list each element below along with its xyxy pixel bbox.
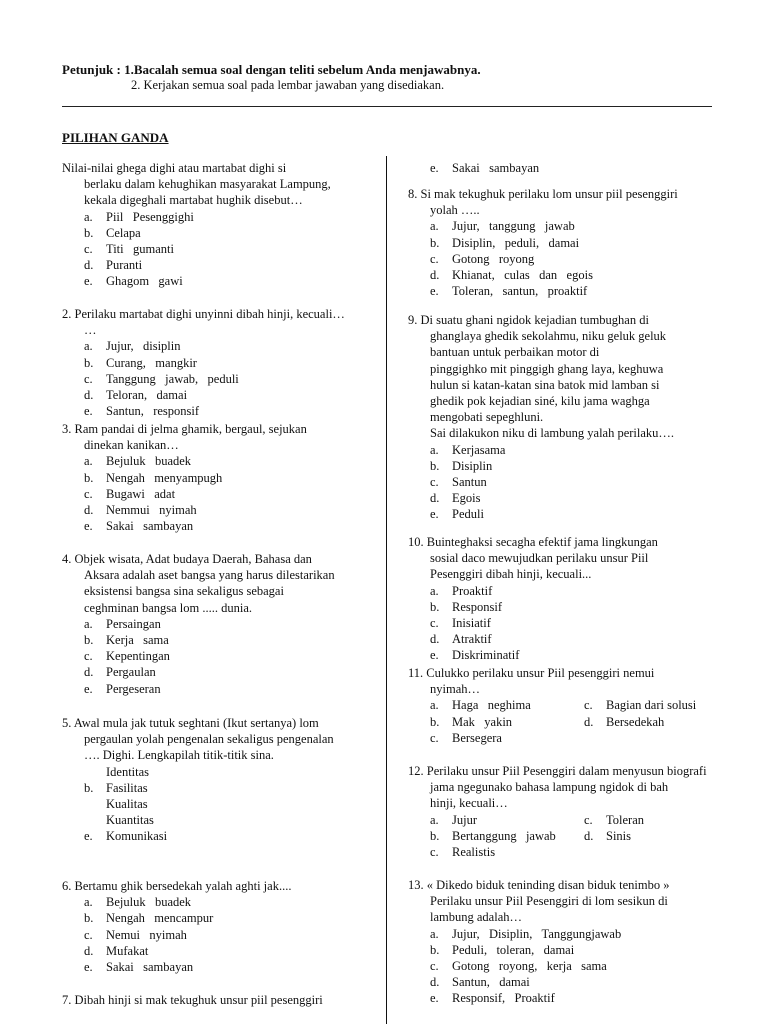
option-text: Fasilitas bbox=[106, 780, 148, 795]
question-block bbox=[62, 421, 392, 534]
answer-option bbox=[62, 257, 392, 273]
option-letter: c. bbox=[84, 486, 93, 501]
option-text: Piil Pesenggighi bbox=[106, 209, 194, 224]
option-text: Titi gumanti bbox=[106, 242, 174, 257]
option-letter: b. bbox=[84, 633, 94, 648]
option-letter: b. bbox=[430, 599, 440, 614]
question-stem-line: 4. Objek wisata, Adat budaya Daerah, Bahasa dan bbox=[62, 552, 312, 566]
option-text: Sakai sambayan bbox=[106, 960, 194, 975]
answer-option bbox=[62, 453, 392, 469]
option-letter: c. bbox=[430, 959, 439, 974]
option-text: Santun, responsif bbox=[106, 404, 200, 419]
option-letter: d. bbox=[84, 388, 94, 403]
option-letter: c. bbox=[84, 371, 93, 386]
answer-option bbox=[62, 632, 392, 648]
answer-option bbox=[62, 796, 392, 812]
answer-option bbox=[408, 458, 768, 474]
answer-option bbox=[408, 251, 768, 267]
question-stem-line: bantuan untuk perbaikan motor di bbox=[430, 345, 600, 360]
answer-option bbox=[408, 926, 768, 942]
option-text: Sakai sambayan bbox=[452, 161, 540, 175]
option-letter: a. bbox=[430, 698, 439, 713]
question-stem-line: Perilaku unsur Piil Pesenggiri di lom sesikun di bbox=[430, 894, 668, 909]
answer-option bbox=[62, 371, 392, 387]
option-letter: e. bbox=[84, 404, 93, 419]
option-letter: b. bbox=[84, 911, 94, 926]
option-letter: c. bbox=[584, 812, 593, 827]
answer-option bbox=[584, 828, 738, 844]
answer-option bbox=[408, 267, 768, 283]
answer-option bbox=[430, 697, 584, 713]
question-stem-line: 6. Bertamu ghik bersedekah yalah aghti jak.... bbox=[62, 879, 292, 893]
option-letter: e. bbox=[430, 991, 439, 1006]
question-stem-line: hulun si katan-katan sina batok mid lamban si bbox=[430, 377, 660, 392]
answer-option bbox=[62, 828, 392, 844]
answer-option bbox=[62, 273, 392, 289]
option-text: Kualitas bbox=[106, 797, 148, 812]
answer-option bbox=[408, 631, 768, 647]
answer-option bbox=[62, 241, 392, 257]
option-text: Responsif bbox=[452, 599, 502, 614]
question-stem-line: berlaku dalam kehughikan masyarakat Lampung, bbox=[84, 177, 331, 192]
answer-option bbox=[408, 490, 768, 506]
answer-option bbox=[584, 697, 738, 713]
option-text: Bersedekah bbox=[606, 714, 665, 729]
option-text: Puranti bbox=[106, 258, 143, 273]
answer-option-row bbox=[408, 812, 768, 828]
option-letter: d. bbox=[584, 828, 594, 843]
option-letter: b. bbox=[430, 828, 440, 843]
answer-option bbox=[62, 403, 392, 419]
option-letter: d. bbox=[430, 632, 440, 647]
option-text: Diskriminatif bbox=[452, 648, 520, 663]
answer-option bbox=[584, 730, 738, 746]
question-stem-line: pergaulan yolah pengenalan sekaligus pengenalan bbox=[84, 732, 334, 747]
option-letter: e. bbox=[430, 161, 439, 175]
answer-option bbox=[62, 648, 392, 664]
answer-option bbox=[408, 583, 768, 599]
option-letter: e. bbox=[84, 519, 93, 534]
answer-option bbox=[62, 681, 392, 697]
question-stem-line: 12. Perilaku unsur Piil Pesenggiri dalam menyusun biografi bbox=[408, 764, 707, 778]
answer-option bbox=[62, 355, 392, 371]
option-text: Atraktif bbox=[452, 632, 492, 647]
question-stem-line: Aksara adalah aset bangsa yang harus dilestarikan bbox=[84, 568, 335, 583]
answer-option-row bbox=[408, 828, 768, 844]
answer-option bbox=[408, 235, 768, 251]
option-letter: d. bbox=[430, 491, 440, 506]
question-block bbox=[62, 306, 392, 419]
option-text: Bersegera bbox=[452, 730, 502, 745]
option-letter: a. bbox=[430, 926, 439, 941]
option-text: Kuantitas bbox=[106, 813, 154, 828]
question-stem-line: jama ngegunako bahasa lampung ngidok di bah bbox=[430, 780, 669, 795]
option-text: Peduli bbox=[452, 507, 484, 522]
question-stem-line: 8. Si mak tekughuk perilaku lom unsur piil pesenggiri bbox=[408, 187, 678, 201]
answer-option bbox=[62, 470, 392, 486]
option-text: Peduli, toleran, damai bbox=[452, 942, 575, 957]
question-stem-line: 5. Awal mula jak tutuk seghtani (Ikut sertanya) lom bbox=[62, 716, 319, 730]
question-stem-line: ghedik pok kejadian siné, kilu jama waghga bbox=[430, 394, 650, 409]
right-column bbox=[408, 0, 768, 1024]
option-letter: e. bbox=[84, 960, 93, 975]
option-text: Jujur, Disiplin, Tanggungjawab bbox=[452, 926, 622, 941]
left-column bbox=[62, 0, 392, 1024]
answer-option bbox=[430, 714, 584, 730]
option-letter: d. bbox=[84, 258, 94, 273]
answer-option-row bbox=[408, 714, 768, 730]
question-block bbox=[408, 186, 768, 299]
option-letter bbox=[84, 812, 106, 828]
option-text: Bejuluk buadek bbox=[106, 454, 192, 469]
question-block bbox=[408, 160, 768, 176]
question-stem-line: 11. Culukko perilaku unsur Piil pesenggiri nemui bbox=[408, 666, 655, 680]
option-text: Mufakat bbox=[106, 943, 149, 958]
option-text: Santun, damai bbox=[452, 975, 530, 990]
option-text: Identitas bbox=[106, 764, 150, 779]
question-stem-line: dinekan kanikan… bbox=[84, 438, 179, 453]
answer-option bbox=[408, 974, 768, 990]
answer-option bbox=[408, 990, 768, 1006]
option-letter: a. bbox=[430, 812, 439, 827]
option-text: Curang, mangkir bbox=[106, 355, 197, 370]
question-stem-line: nyimah… bbox=[430, 682, 480, 697]
option-letter: d. bbox=[430, 975, 440, 990]
option-text: Jujur, disiplin bbox=[106, 339, 181, 354]
option-letter: a. bbox=[84, 454, 93, 469]
option-letter: c. bbox=[430, 616, 439, 631]
option-text: Komunikasi bbox=[106, 829, 168, 844]
option-letter: a. bbox=[84, 339, 93, 354]
question-stem-line: … bbox=[84, 323, 97, 338]
option-text: Nemmui nyimah bbox=[106, 503, 197, 518]
option-letter: c. bbox=[84, 649, 93, 664]
question-block bbox=[408, 534, 768, 664]
option-text: Sakai sambayan bbox=[106, 519, 194, 534]
question-stem-line: 3. Ram pandai di jelma ghamik, bergaul, sejukan bbox=[62, 422, 307, 436]
option-letter bbox=[584, 844, 606, 860]
option-text: Persaingan bbox=[106, 616, 161, 631]
option-text: Jujur bbox=[452, 812, 477, 827]
answer-option bbox=[408, 647, 768, 663]
option-text: Egois bbox=[452, 491, 481, 506]
option-letter: a. bbox=[430, 583, 439, 598]
answer-option-row bbox=[408, 844, 768, 860]
option-text: Pergaulan bbox=[106, 665, 156, 680]
option-letter: a. bbox=[84, 616, 93, 631]
option-text: Celapa bbox=[106, 225, 141, 240]
question-stem-line: lambung adalah… bbox=[430, 910, 522, 925]
option-text: Gotong royong bbox=[452, 251, 535, 266]
answer-option bbox=[408, 942, 768, 958]
answer-option bbox=[408, 442, 768, 458]
option-text: Pergeseran bbox=[106, 681, 161, 696]
question-stem-line: 13. « Dikedo biduk teninding disan biduk tenimbo » bbox=[408, 878, 670, 892]
option-letter: d. bbox=[84, 943, 94, 958]
option-text: Santun bbox=[452, 475, 487, 490]
option-text: Jujur, tanggung jawab bbox=[452, 219, 575, 234]
option-letter: e. bbox=[430, 507, 439, 522]
option-text: Responsif, Proaktif bbox=[452, 991, 555, 1006]
option-letter: b. bbox=[430, 714, 440, 729]
instruction-line-2: 2. Kerjakan semua soal pada lembar jawaban yang disediakan. bbox=[131, 78, 445, 92]
question-block bbox=[62, 551, 392, 697]
question-stem-line: 2. Perilaku martabat dighi unyinni dibah hinji, kecuali… bbox=[62, 307, 345, 321]
answer-option-row bbox=[408, 730, 768, 746]
answer-option bbox=[408, 160, 768, 176]
question-stem-line: pinggighko mit pinggigh ghang laya, keghuwa bbox=[430, 361, 664, 376]
question-stem-line: 10. Buinteghaksi secagha efektif jama lingkungan bbox=[408, 535, 658, 549]
answer-option bbox=[62, 616, 392, 632]
answer-option bbox=[408, 615, 768, 631]
question-stem-line: sosial daco mewujudkan perilaku unsur Piil bbox=[430, 551, 649, 566]
option-text: Bugawi adat bbox=[106, 486, 176, 501]
answer-option bbox=[62, 927, 392, 943]
answer-option bbox=[430, 730, 584, 746]
answer-option bbox=[430, 828, 584, 844]
option-letter: d. bbox=[84, 503, 94, 518]
option-text: Gotong royong, kerja sama bbox=[452, 959, 607, 974]
option-letter: c. bbox=[430, 730, 439, 745]
answer-option bbox=[62, 812, 392, 828]
option-letter: b. bbox=[84, 225, 94, 240]
option-letter: b. bbox=[430, 942, 440, 957]
answer-option bbox=[62, 959, 392, 975]
option-letter: c. bbox=[84, 242, 93, 257]
option-letter: b. bbox=[84, 470, 94, 485]
option-letter: c. bbox=[430, 251, 439, 266]
question-block bbox=[62, 878, 392, 975]
answer-option bbox=[62, 338, 392, 354]
option-letter: b. bbox=[84, 355, 94, 370]
option-letter: d. bbox=[84, 665, 94, 680]
answer-option-row bbox=[408, 697, 768, 713]
answer-option bbox=[430, 812, 584, 828]
answer-option bbox=[62, 518, 392, 534]
option-text: Haga neghima bbox=[452, 698, 531, 713]
answer-option bbox=[408, 218, 768, 234]
option-text: Toleran bbox=[606, 812, 644, 827]
option-text: Bagian dari solusi bbox=[606, 698, 697, 713]
question-block bbox=[408, 763, 768, 860]
option-letter: c. bbox=[584, 698, 593, 713]
answer-option bbox=[408, 599, 768, 615]
question-stem-line: 7. Dibah hinji si mak tekughuk unsur piil pesenggiri bbox=[62, 993, 323, 1007]
option-text: Toleran, santun, proaktif bbox=[452, 284, 588, 299]
option-text: Kerjasama bbox=[452, 442, 506, 457]
option-letter: c. bbox=[430, 475, 439, 490]
option-letter: a. bbox=[84, 209, 93, 224]
option-text: Sinis bbox=[606, 828, 632, 843]
question-block bbox=[62, 715, 392, 845]
option-letter bbox=[584, 730, 606, 746]
question-stem-line: eksistensi bangsa sina sekaligus sebagai bbox=[84, 584, 284, 599]
option-text: Mak yakin bbox=[452, 714, 513, 729]
instruction-line-1: Petunjuk : 1.Bacalah semua soal dengan teliti sebelum Anda menjawabnya. bbox=[62, 62, 481, 77]
option-letter: e. bbox=[84, 681, 93, 696]
answer-option bbox=[62, 764, 392, 780]
question-stem-line: Nilai-nilai ghega dighi atau martabat dighi si bbox=[62, 161, 287, 175]
option-letter: e. bbox=[84, 829, 93, 844]
answer-option bbox=[408, 958, 768, 974]
question-stem-line: mengobati sepeghluni. bbox=[430, 410, 544, 425]
option-text: Realistis bbox=[452, 845, 496, 860]
answer-option bbox=[584, 812, 738, 828]
option-letter bbox=[84, 764, 106, 780]
option-letter bbox=[84, 796, 106, 812]
option-letter: e. bbox=[84, 274, 93, 289]
answer-option bbox=[584, 714, 738, 730]
answer-option bbox=[408, 283, 768, 299]
answer-option bbox=[62, 225, 392, 241]
option-text: Kepentingan bbox=[106, 649, 170, 664]
option-letter: e. bbox=[430, 648, 439, 663]
answer-option bbox=[62, 780, 392, 796]
question-block bbox=[408, 312, 768, 523]
option-text: Disiplin, peduli, damai bbox=[452, 235, 580, 250]
answer-option bbox=[62, 894, 392, 910]
option-text: Bejuluk buadek bbox=[106, 895, 192, 910]
answer-option bbox=[408, 474, 768, 490]
option-text: Inisiatif bbox=[452, 616, 491, 631]
option-letter: a. bbox=[84, 895, 93, 910]
option-text: Nengah mencampur bbox=[106, 911, 214, 926]
option-letter: d. bbox=[430, 268, 440, 283]
question-block bbox=[62, 992, 392, 1008]
question-block bbox=[408, 665, 768, 746]
answer-option bbox=[430, 844, 584, 860]
question-stem-line: 9. Di suatu ghani ngidok kejadian tumbughan di bbox=[408, 313, 649, 327]
option-text: Tanggung jawab, peduli bbox=[106, 371, 239, 386]
question-stem-line: yolah ….. bbox=[430, 203, 480, 218]
section-title: PILIHAN GANDA bbox=[62, 130, 169, 145]
option-letter: b. bbox=[430, 235, 440, 250]
option-text: Nengah menyampugh bbox=[106, 470, 223, 485]
option-letter: c. bbox=[430, 845, 439, 860]
question-stem-line: …. Dighi. Lengkapilah titik-titik sina. bbox=[84, 748, 274, 763]
answer-option bbox=[62, 664, 392, 680]
option-letter: c. bbox=[84, 927, 93, 942]
answer-option bbox=[62, 486, 392, 502]
question-stem-line: ceghminan bangsa lom ..... dunia. bbox=[84, 600, 253, 615]
option-text: Khianat, culas dan egois bbox=[452, 268, 593, 283]
option-letter: a. bbox=[430, 219, 439, 234]
question-block bbox=[62, 160, 392, 290]
answer-option bbox=[62, 910, 392, 926]
option-letter: b. bbox=[430, 458, 440, 473]
question-stem-line: hinji, kecuali… bbox=[430, 796, 508, 811]
option-letter: e. bbox=[430, 284, 439, 299]
answer-option bbox=[62, 387, 392, 403]
answer-option bbox=[584, 844, 738, 860]
question-stem-line: Sai dilakukon niku di lambung yalah perilaku…. bbox=[430, 426, 675, 441]
option-text: Nemui nyimah bbox=[106, 927, 187, 942]
option-letter: d. bbox=[584, 714, 594, 729]
answer-option bbox=[62, 502, 392, 518]
option-text: Kerja sama bbox=[106, 633, 169, 648]
question-stem-line: ghanglaya ghedik sekolahmu, niku geluk geluk bbox=[430, 329, 667, 344]
option-letter: b. bbox=[84, 780, 94, 795]
answer-option bbox=[62, 209, 392, 225]
option-text: Ghagom gawi bbox=[106, 274, 183, 289]
answer-option bbox=[408, 506, 768, 522]
option-letter: a. bbox=[430, 442, 439, 457]
question-stem-line: kekala digeghali martabat hughik disebut… bbox=[84, 193, 303, 208]
option-text: Bertanggung jawab bbox=[452, 828, 556, 843]
question-block bbox=[408, 877, 768, 1007]
question-stem-line: Pesenggiri dibah hinji, kecuali... bbox=[430, 567, 592, 582]
option-text: Teloran, damai bbox=[106, 388, 188, 403]
option-text: Proaktif bbox=[452, 583, 493, 598]
option-text: Disiplin bbox=[452, 458, 493, 473]
answer-option bbox=[62, 943, 392, 959]
